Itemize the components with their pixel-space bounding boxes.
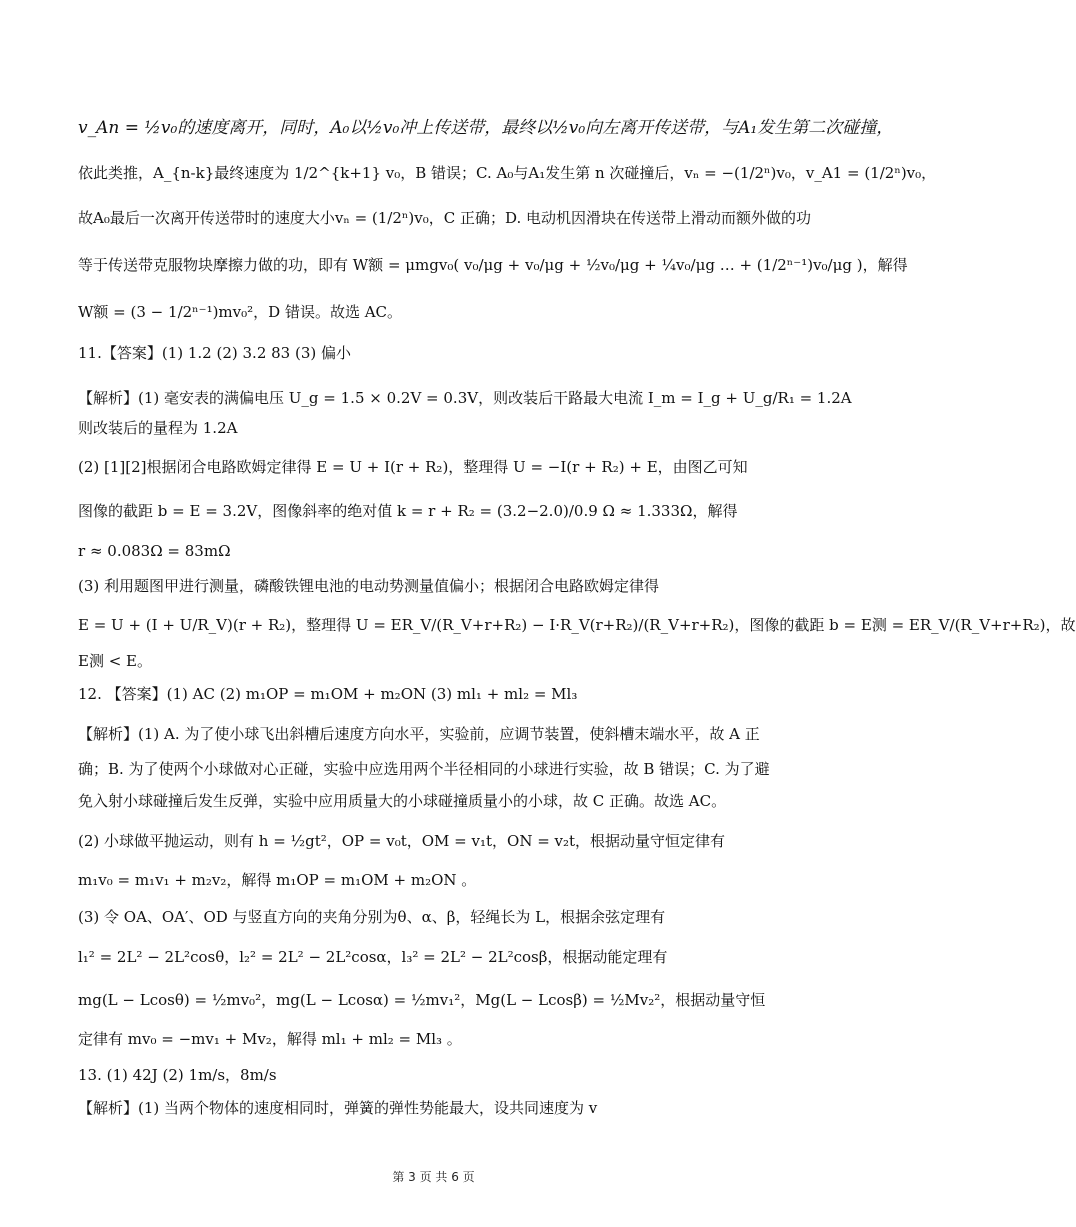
text-line-13: E = U + (I + U/R_V)(r + R₂)，整理得 U = ER_V/(R_V+r+R₂) − I·R_V(r+R₂)/(R_V+r+R₂)，图像的截距 b = E测 = ER_V/(R_V+r+R₂)，故 bbox=[78, 616, 1076, 634]
answer-12: 12. 【答案】(1) AC (2) m₁OP = m₁OM + m₂ON (3) ml₁ + ml₂ = Ml₃ bbox=[78, 685, 578, 703]
text-line-1: v_An = ½v₀的速度离开，同时，A₀以½v₀冲上传送带，最终以½v₀向左离开传送带，与A₁发生第二次碰撞， bbox=[78, 118, 894, 138]
text-line-22: l₁² = 2L² − 2L²cosθ，l₂² = 2L² − 2L²cosα，l₃² = 2L² − 2L²cosβ，根据动能定理有 bbox=[78, 948, 668, 966]
text-line-5: W额 = (3 − 1/2ⁿ⁻¹)mv₀²，D 错误。故选 AC。 bbox=[78, 303, 403, 321]
answer-11: 11.【答案】(1) 1.2 (2) 3.2 83 (3) 偏小 bbox=[78, 344, 352, 362]
text-line-9: (2) [1][2]根据闭合电路欧姆定律得 E = U + I(r + R₂)，整理得 U = −I(r + R₂) + E，由图乙可知 bbox=[78, 458, 748, 476]
text-line-26: 【解析】(1) 当两个物体的速度相同时，弹簧的弹性势能最大，设共同速度为 v bbox=[78, 1099, 598, 1117]
text-line-17: 确；B. 为了使两个小球做对心正碰，实验中应选用两个半径相同的小球进行实验，故 B 错误；C. 为了避 bbox=[78, 760, 770, 778]
text-line-10: 图像的截距 b = E = 3.2V，图像斜率的绝对值 k = r + R₂ = (3.2−2.0)/0.9 Ω ≈ 1.333Ω，解得 bbox=[78, 502, 738, 520]
text-line-8: 则改装后的量程为 1.2A bbox=[78, 419, 238, 437]
text-line-23: mg(L − Lcosθ) = ½mv₀²，mg(L − Lcosα) = ½mv₁²，Mg(L − Lcosβ) = ½Mv₂²，根据动量守恒 bbox=[78, 991, 766, 1009]
text-line-7: 【解析】(1) 毫安表的满偏电压 U_g = 1.5 × 0.2V = 0.3V，则改装后干路最大电流 I_m = I_g + U_g/R₁ = 1.2A bbox=[78, 389, 852, 407]
answer-13: 13. (1) 42J (2) 1m/s，8m/s bbox=[78, 1066, 277, 1084]
text-line-19: (2) 小球做平抛运动，则有 h = ½gt²，OP = v₀t，OM = v₁t，ON = v₂t，根据动量守恒定律有 bbox=[78, 832, 726, 850]
text-line-2: 依此类推，A_{n-k}最终速度为 1/2^{k+1} v₀，B 错误；C. A₀与A₁发生第 n 次碰撞后，vₙ = −(1/2ⁿ)v₀，v_A1 = (1/2ⁿ)v₀， bbox=[78, 164, 937, 182]
text-line-24: 定律有 mv₀ = −mv₁ + Mv₂，解得 ml₁ + ml₂ = Ml₃ 。 bbox=[78, 1030, 462, 1048]
text-line-11: r ≈ 0.083Ω = 83mΩ bbox=[78, 542, 231, 560]
text-line-21: (3) 令 OA、OA′、OD 与竖直方向的夹角分别为θ、α、β，轻绳长为 L，根据余弦定理有 bbox=[78, 908, 666, 926]
text-line-20: m₁v₀ = m₁v₁ + m₂v₂，解得 m₁OP = m₁OM + m₂ON 。 bbox=[78, 871, 477, 889]
text-line-4: 等于传送带克服物块摩擦力做的功，即有 W额 = μmgv₀( v₀/μg + v₀/μg + ½v₀/μg + ¼v₀/μg … + (1/2ⁿ⁻¹)v₀/μg )，解得 bbox=[78, 256, 908, 274]
text-line-16: 【解析】(1) A. 为了使小球飞出斜槽后速度方向水平，实验前，应调节装置，使斜槽末端水平，故 A 正 bbox=[78, 725, 760, 743]
text-line-18: 免入射小球碰撞后发生反弹，实验中应用质量大的小球碰撞质量小的小球，故 C 正确。故选 AC。 bbox=[78, 792, 727, 810]
text-line-3: 故A₀最后一次离开传送带时的速度大小vₙ = (1/2ⁿ)v₀，C 正确；D. 电动机因滑块在传送带上滑动而额外做的功 bbox=[78, 209, 812, 227]
page-footer: 第 3 页 共 6 页 bbox=[392, 1170, 475, 1184]
text-line-12: (3) 利用题图甲进行测量，磷酸铁锂电池的电动势测量值偏小；根据闭合电路欧姆定律得 bbox=[78, 577, 660, 595]
text-line-14: E测 < E。 bbox=[78, 652, 153, 670]
